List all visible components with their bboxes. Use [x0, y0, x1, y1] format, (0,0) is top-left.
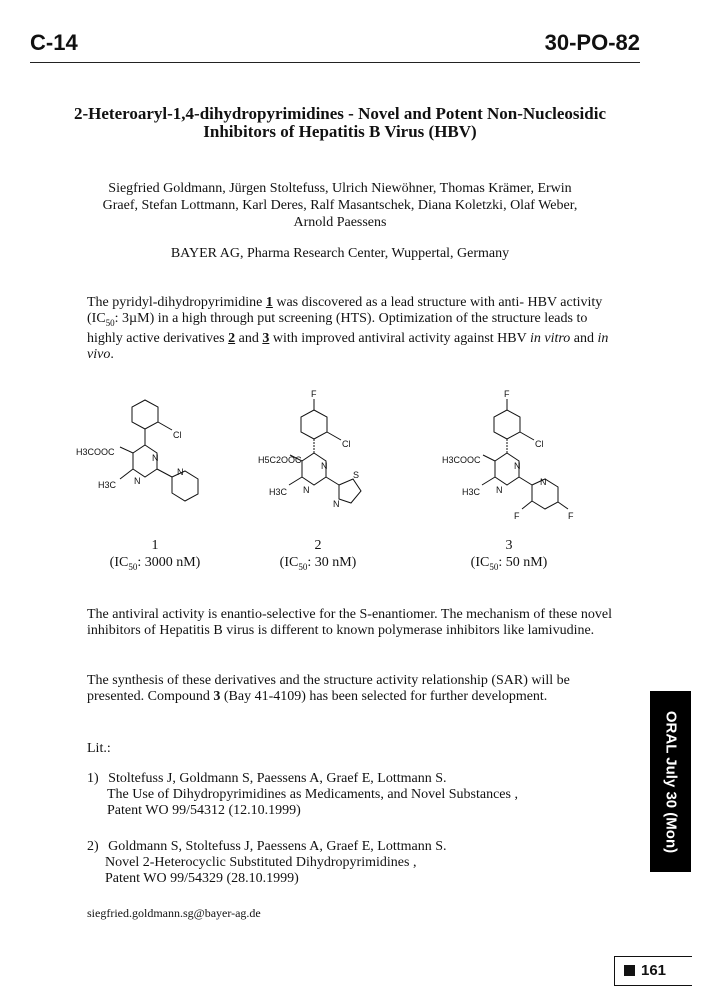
square-bullet-icon	[624, 965, 635, 976]
bond	[301, 410, 327, 439]
atom-label: N	[134, 476, 141, 486]
atom-label: H5C2OOC	[258, 455, 302, 465]
bond	[132, 400, 158, 429]
reference-patent: Patent WO 99/54312 (12.10.1999)	[107, 803, 301, 818]
atom-label: Cl	[535, 439, 544, 449]
reference-number: 1)	[87, 771, 99, 786]
reference-number: 2)	[87, 839, 99, 854]
atom-label: H3C	[98, 480, 117, 490]
bond	[326, 477, 339, 485]
compound-ref: 3	[213, 689, 221, 704]
atom-label: S	[353, 470, 360, 480]
atom-label: N	[496, 485, 503, 495]
side-tab-label: ORAL July 30 (Mon)	[662, 710, 679, 853]
reference-authors: Stoltefuss J, Goldmann S, Paessens A, Graef E, Lottmann S.	[108, 771, 447, 786]
compound-3-structure	[440, 385, 590, 525]
bond	[339, 479, 361, 503]
compound-ref: 3	[262, 330, 270, 346]
atom-label: N	[514, 461, 521, 471]
bond	[172, 471, 198, 501]
atom-label: F	[504, 389, 510, 399]
atom-label: N	[177, 467, 184, 477]
mechanism-paragraph: The antiviral activity is enantio-selective for the S-enantiomer. The mechanism of these novel inhibitors of Hepatitis B virus is different to known polymerase inhibitors like lamivudine.	[87, 607, 612, 638]
page-number: 161	[641, 962, 667, 979]
atom-label: F	[568, 511, 574, 521]
compound-number: 2	[314, 538, 322, 553]
text: in vivo	[87, 330, 609, 362]
text: (IC	[470, 555, 490, 570]
bond	[289, 477, 302, 485]
session-side-tab	[650, 691, 691, 872]
compound-ref: 1	[265, 295, 273, 310]
compound-2-caption	[243, 537, 393, 576]
bond	[120, 469, 133, 479]
ic50-value: : 3000 nM)	[137, 555, 201, 570]
bond	[483, 455, 495, 461]
atom-label: Cl	[342, 439, 351, 449]
text: (IC	[109, 555, 129, 570]
page-number-box	[614, 956, 692, 986]
atom-label: H3COOC	[76, 447, 115, 457]
atom-label: F	[311, 389, 317, 399]
compound-number: 1	[151, 538, 159, 553]
compound-number: 3	[505, 538, 513, 553]
subscript: 50	[298, 561, 308, 572]
reference-title: Novel 2-Heterocyclic Substituted Dihydropyrimidines ,	[105, 855, 417, 870]
bond	[519, 477, 532, 485]
bond	[494, 410, 520, 439]
atom-label: Cl	[173, 430, 182, 440]
subscript: 50	[128, 561, 138, 572]
bond	[120, 447, 133, 453]
synthesis-paragraph	[87, 673, 612, 705]
session-code: C-14	[30, 30, 78, 55]
bond	[157, 469, 172, 477]
affiliation: BAYER AG, Pharma Research Center, Wuppertal, Germany	[170, 246, 510, 261]
atom-label: H3C	[462, 487, 481, 497]
text: The synthesis of these derivatives and the structure activity relationship (SAR) will be presented. Compound	[87, 673, 570, 704]
subscript: 50	[105, 317, 115, 328]
intro-paragraph	[87, 295, 612, 363]
text: (IC	[279, 555, 299, 570]
atom-label: N	[333, 499, 340, 509]
text: was discovered as a lead structure with anti- HBV activity (IC	[87, 295, 603, 326]
text: (Bay 41-4109) has been selected for further development.	[220, 689, 548, 704]
ic50-value: : 30 nM)	[307, 555, 357, 570]
atom-label: F	[514, 511, 520, 521]
text: : 3µM) in a high through put screening (HTS). Optimization of the structure leads to highly active derivatives	[87, 311, 588, 346]
bond	[482, 477, 495, 485]
abstract-title: 2-Heteroaryl-1,4-dihydropyrimidines - Novel and Potent Non-Nucleosidic Inhibitors of Hepatitis B Virus (HBV)	[73, 104, 606, 141]
text: and	[570, 330, 598, 346]
bond	[327, 432, 341, 440]
atom-label: N	[321, 461, 328, 471]
reference-2	[87, 839, 446, 887]
compound-ref: 2	[228, 330, 236, 346]
compound-1-caption	[80, 537, 230, 576]
atom-label: H3C	[269, 487, 288, 497]
atom-label: N	[303, 485, 310, 495]
compound-3-caption	[434, 537, 584, 576]
text: with improved antiviral activity against HBV	[269, 330, 530, 346]
bond	[158, 422, 172, 430]
reference-patent: Patent WO 99/54329 (28.10.1999)	[105, 871, 299, 886]
contact-email: siegfried.goldmann.sg@bayer-ag.de	[87, 906, 261, 920]
text: .	[110, 346, 114, 362]
atom-label: N	[540, 477, 547, 487]
bond	[520, 432, 534, 440]
atom-label: N	[152, 453, 159, 463]
compound-1-structure	[72, 395, 222, 510]
authors: Siegfried Goldmann, Jürgen Stoltefuss, Ulrich Niewöhner, Thomas Krämer, Erwin Graef, Stefan Lottmann, Karl Deres, Ralf Masantschek, Diana Koletzki, Olaf Weber, Arnold Paessens	[102, 181, 578, 230]
header-rule	[30, 62, 640, 63]
text: The pyridyl-dihydropyrimidine	[87, 295, 266, 310]
compound-2-structure	[255, 385, 405, 515]
reference-1	[87, 771, 518, 819]
poster-code: 30-PO-82	[544, 30, 640, 55]
bond	[558, 502, 568, 509]
reference-authors: Goldmann S, Stoltefuss J, Paessens A, Graef E, Lottmann S.	[108, 839, 447, 854]
literature-label: Lit.:	[87, 741, 111, 756]
atom-label: H3COOC	[442, 455, 481, 465]
bond	[522, 501, 532, 509]
text: and	[235, 330, 263, 346]
ic50-value: : 50 nM)	[498, 555, 548, 570]
subscript: 50	[489, 561, 499, 572]
reference-title: The Use of Dihydropyrimidines as Medicaments, and Novel Substances ,	[107, 787, 518, 802]
text: in vitro	[529, 330, 571, 346]
